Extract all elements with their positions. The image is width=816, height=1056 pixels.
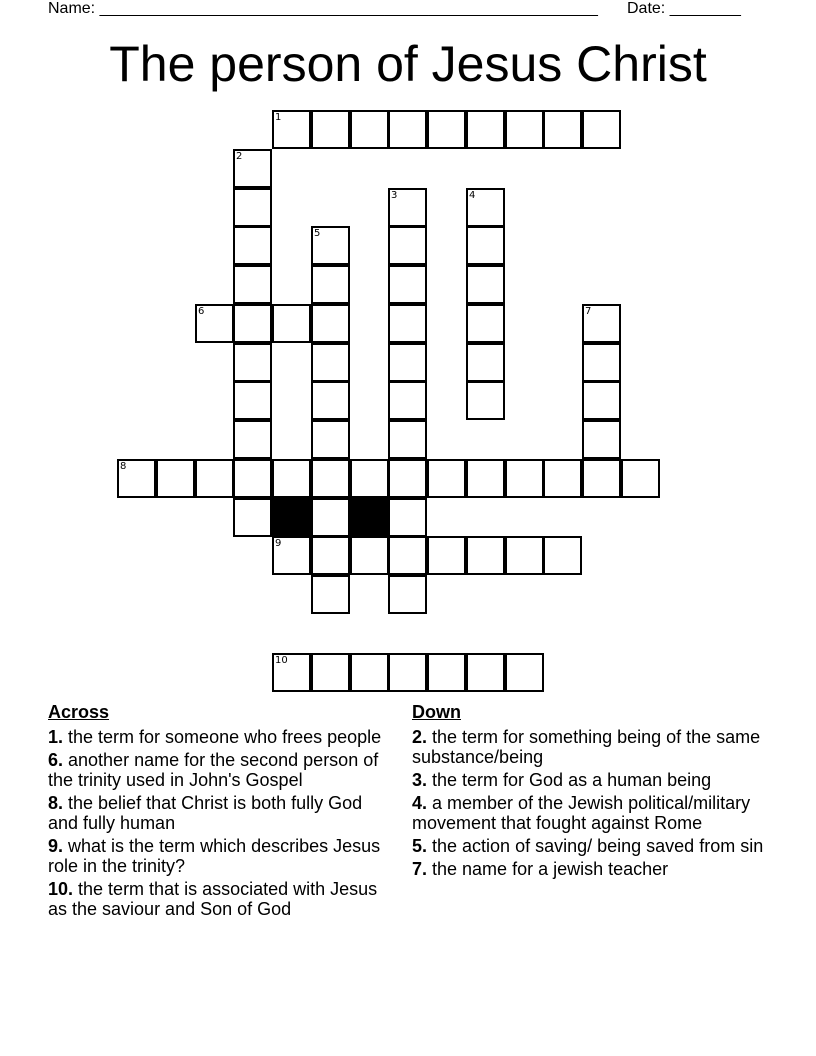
crossword-cell[interactable] <box>505 110 544 149</box>
crossword-cell[interactable] <box>388 188 427 227</box>
crossword-cell[interactable] <box>388 265 427 304</box>
crossword-cell[interactable] <box>311 110 350 149</box>
clue-text: the term for someone who frees people <box>63 727 382 747</box>
crossword-cell[interactable] <box>505 536 544 575</box>
clue-text: the term for something being of the same substance/being <box>412 727 761 767</box>
crossword-cell[interactable] <box>311 304 350 343</box>
crossword-cell[interactable] <box>388 304 427 343</box>
crossword-cell[interactable] <box>233 226 272 265</box>
crossword-block <box>272 498 311 537</box>
crossword-cell[interactable] <box>427 536 466 575</box>
name-field-label: Name: ________________________________________________________ <box>48 0 598 17</box>
crossword-cell[interactable] <box>388 459 427 498</box>
crossword-cell[interactable] <box>233 304 272 343</box>
clue-number: 10. <box>48 879 74 899</box>
clue-text: a member of the Jewish political/military movement that fought against Rome <box>412 793 751 833</box>
crossword-cell[interactable] <box>272 536 311 575</box>
crossword-cell[interactable] <box>388 226 427 265</box>
clue-number-label: 1 <box>275 112 282 123</box>
crossword-cell[interactable] <box>311 226 350 265</box>
crossword-cell[interactable] <box>311 343 350 382</box>
crossword-cell[interactable] <box>233 498 272 537</box>
across-clue <box>48 836 388 876</box>
date-field-label: Date: ________ <box>627 0 741 17</box>
crossword-cell[interactable] <box>233 381 272 420</box>
crossword-cell[interactable] <box>466 653 505 692</box>
clue-number: 4. <box>412 793 428 813</box>
clue-text: another name for the second person of the trinity used in John's Gospel <box>48 750 379 790</box>
crossword-cell[interactable] <box>388 653 427 692</box>
clue-number-label: 9 <box>275 538 282 549</box>
clue-text: the belief that Christ is both fully God and fully human <box>48 793 363 833</box>
crossword-cell[interactable] <box>582 459 621 498</box>
crossword-cell[interactable] <box>117 459 156 498</box>
clue-number-label: 10 <box>275 655 288 666</box>
crossword-cell[interactable] <box>311 536 350 575</box>
clue-number-label: 6 <box>198 306 205 317</box>
crossword-cell[interactable] <box>505 459 544 498</box>
crossword-cell[interactable] <box>156 459 195 498</box>
crossword-cell[interactable] <box>233 265 272 304</box>
down-clue <box>412 836 772 856</box>
clue-number: 7. <box>412 859 428 879</box>
clue-number: 5. <box>412 836 428 856</box>
down-clue <box>412 793 772 833</box>
down-heading: Down <box>412 702 461 722</box>
crossword-cell[interactable] <box>233 149 272 188</box>
crossword-cell[interactable] <box>388 575 427 614</box>
crossword-cell[interactable] <box>388 343 427 382</box>
down-clue <box>412 859 772 879</box>
across-clue <box>48 750 388 790</box>
crossword-cell[interactable] <box>311 498 350 537</box>
clue-number: 6. <box>48 750 64 770</box>
clue-number: 3. <box>412 770 428 790</box>
crossword-cell[interactable] <box>427 110 466 149</box>
crossword-cell[interactable] <box>350 653 389 692</box>
crossword-cell[interactable] <box>233 343 272 382</box>
across-heading: Across <box>48 702 110 722</box>
clue-text: what is the term which describes Jesus role in the trinity? <box>48 836 381 876</box>
crossword-cell[interactable] <box>427 459 466 498</box>
down-clue <box>412 727 772 767</box>
crossword-cell[interactable] <box>466 304 505 343</box>
crossword-cell[interactable] <box>582 381 621 420</box>
crossword-cell[interactable] <box>466 343 505 382</box>
crossword-cell[interactable] <box>272 110 311 149</box>
crossword-cell[interactable] <box>466 536 505 575</box>
crossword-cell[interactable] <box>311 653 350 692</box>
crossword-cell[interactable] <box>466 188 505 227</box>
clue-number: 2. <box>412 727 428 747</box>
crossword-cell[interactable] <box>311 459 350 498</box>
across-clue <box>48 793 388 833</box>
crossword-cell[interactable] <box>388 420 427 459</box>
crossword-cell[interactable] <box>388 381 427 420</box>
crossword-cell[interactable] <box>311 420 350 459</box>
clue-text: the term that is associated with Jesus as the saviour and Son of God <box>48 879 378 919</box>
crossword-cell[interactable] <box>233 188 272 227</box>
crossword-cell[interactable] <box>621 459 660 498</box>
across-clues <box>48 702 388 922</box>
crossword-cell[interactable] <box>466 226 505 265</box>
clue-text: the term for God as a human being <box>427 770 712 790</box>
crossword-cell[interactable] <box>505 653 544 692</box>
across-clue <box>48 727 388 747</box>
clue-number-label: 7 <box>585 306 592 317</box>
clue-number: 1. <box>48 727 64 747</box>
page-title: The person of Jesus Christ <box>109 36 707 92</box>
crossword-cell[interactable] <box>427 653 466 692</box>
clue-number: 8. <box>48 793 64 813</box>
crossword-cell[interactable] <box>311 575 350 614</box>
crossword-cell[interactable] <box>543 536 582 575</box>
crossword-cell[interactable] <box>195 459 234 498</box>
crossword-cell[interactable] <box>350 536 389 575</box>
crossword-cell[interactable] <box>543 110 582 149</box>
crossword-cell[interactable] <box>272 653 311 692</box>
clue-number: 9. <box>48 836 64 856</box>
crossword-block <box>350 498 389 537</box>
crossword-cell[interactable] <box>272 459 311 498</box>
crossword-cell[interactable] <box>350 459 389 498</box>
crossword-cell[interactable] <box>582 304 621 343</box>
crossword-cell[interactable] <box>272 304 311 343</box>
crossword-cell[interactable] <box>195 304 234 343</box>
clue-number-label: 8 <box>120 461 127 472</box>
down-clue <box>412 770 772 790</box>
crossword-cell[interactable] <box>466 110 505 149</box>
clue-number-label: 3 <box>391 190 398 201</box>
clue-text: the name for a jewish teacher <box>427 859 669 879</box>
crossword-cell[interactable] <box>543 459 582 498</box>
down-clues <box>412 702 772 882</box>
crossword-cell[interactable] <box>388 110 427 149</box>
clue-number-label: 5 <box>314 228 321 239</box>
clue-number-label: 2 <box>236 151 243 162</box>
crossword-cell[interactable] <box>466 265 505 304</box>
crossword-cell[interactable] <box>311 381 350 420</box>
crossword-cell[interactable] <box>388 536 427 575</box>
clue-number-label: 4 <box>469 190 476 201</box>
crossword-cell[interactable] <box>311 265 350 304</box>
across-clue <box>48 879 388 919</box>
crossword-cell[interactable] <box>466 381 505 420</box>
crossword-cell[interactable] <box>466 459 505 498</box>
crossword-cell[interactable] <box>233 459 272 498</box>
crossword-cell[interactable] <box>388 498 427 537</box>
crossword-cell[interactable] <box>582 343 621 382</box>
clue-text: the action of saving/ being saved from sin <box>427 836 764 856</box>
crossword-cell[interactable] <box>582 420 621 459</box>
crossword-cell[interactable] <box>582 110 621 149</box>
crossword-cell[interactable] <box>350 110 389 149</box>
crossword-cell[interactable] <box>233 420 272 459</box>
